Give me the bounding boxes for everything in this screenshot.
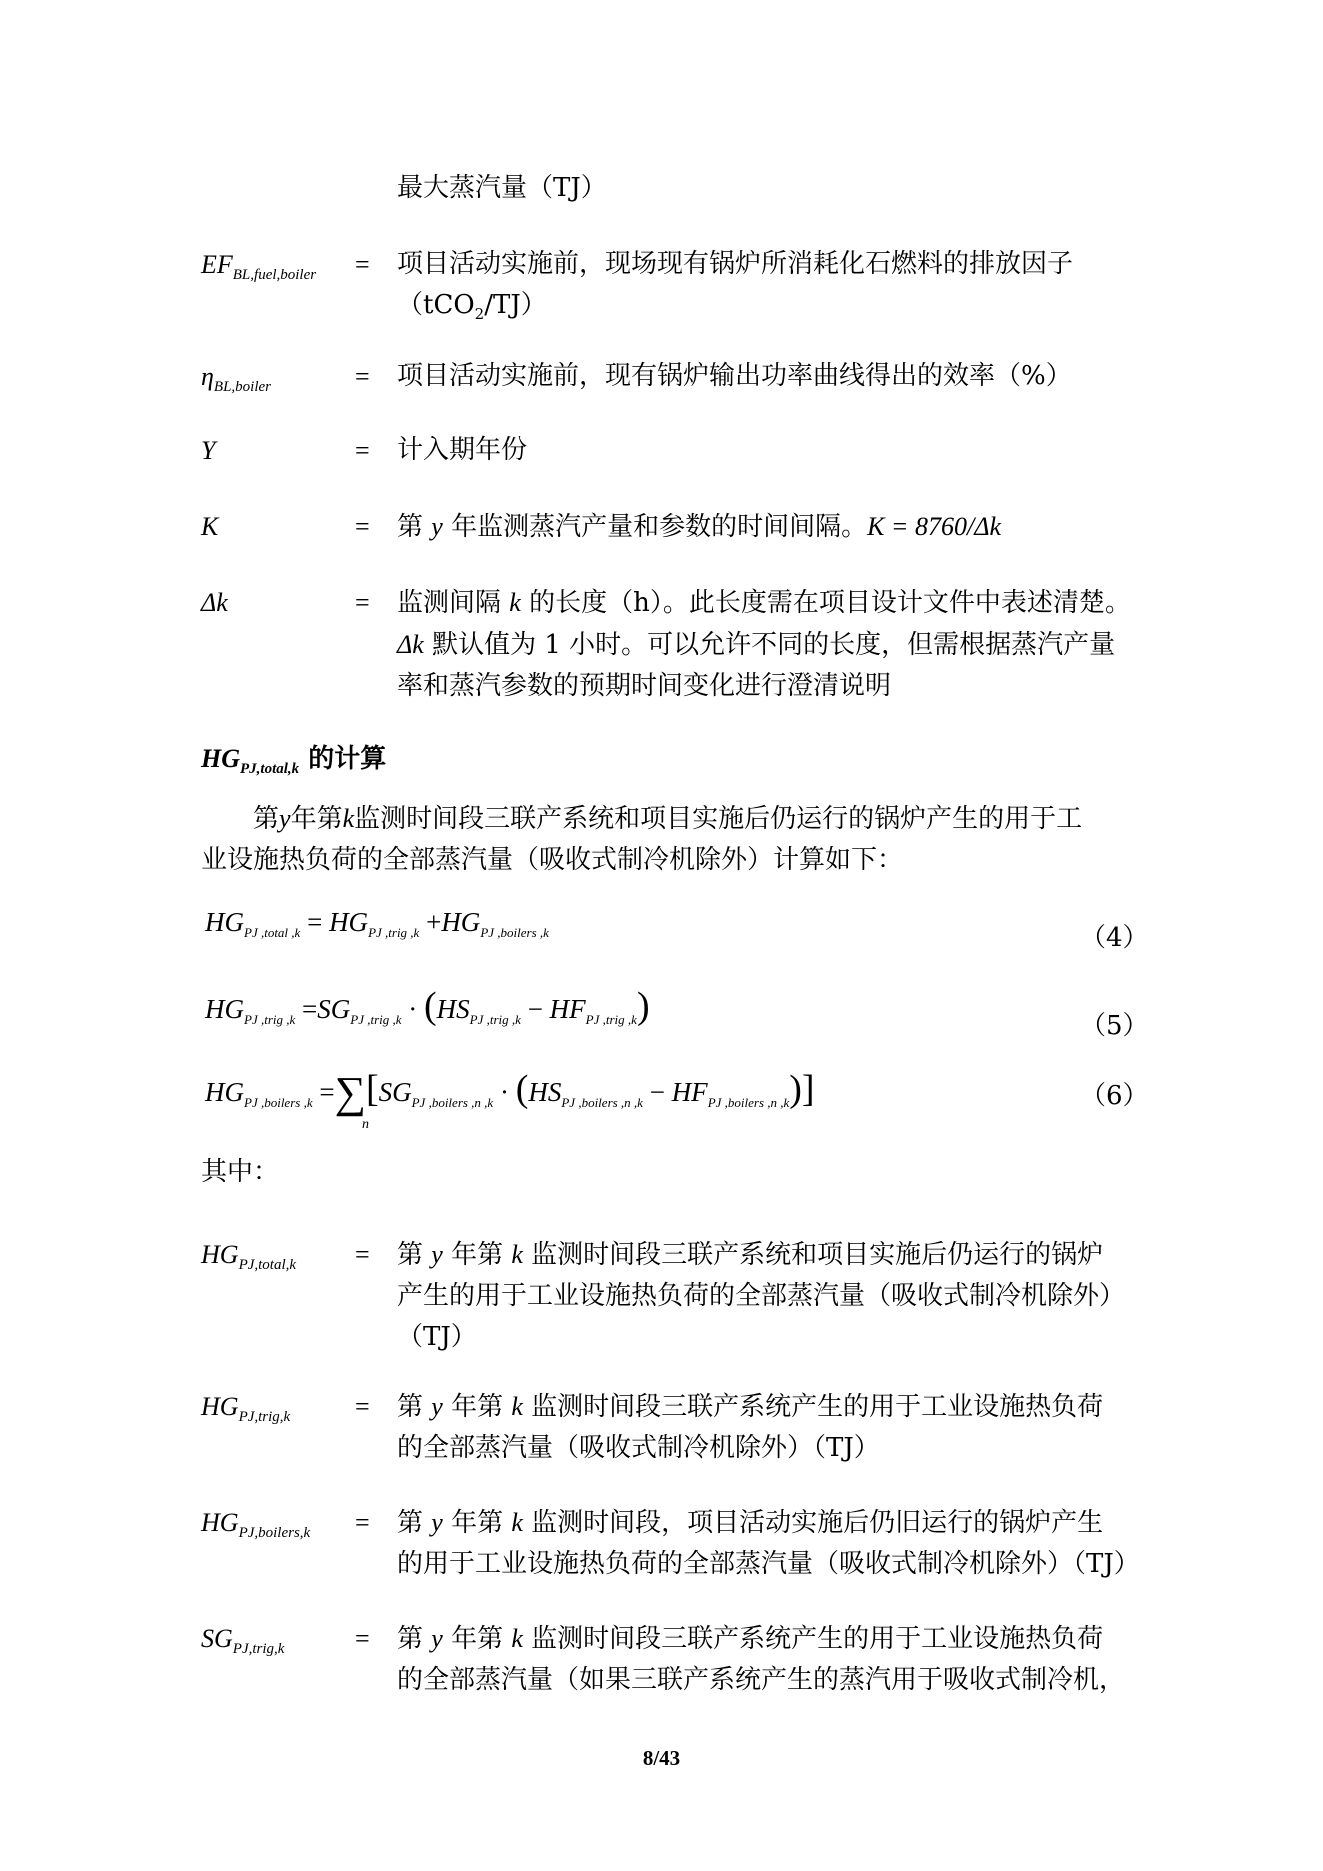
symbol-sub: BL,boiler [213, 379, 271, 395]
inline-var: y [431, 1508, 443, 1537]
symbol-sub: PJ,trig,k [232, 1641, 285, 1657]
equals-sign: = [355, 1508, 370, 1537]
symbol-main: HG [201, 1392, 239, 1421]
text: 监测时间段三联产系统产生的用于工业设施热负荷 [522, 1392, 1104, 1422]
text: 监测时间段三联产系统和项目实施后仍运行的锅炉 [522, 1240, 1104, 1270]
text: 监测时间段，项目活动实施后仍旧运行的锅炉产生 [522, 1508, 1104, 1538]
inline-var: k [511, 1240, 523, 1269]
equals-sign: = [355, 1624, 370, 1653]
text: 年第 [290, 804, 343, 834]
text: 第 [397, 1392, 432, 1422]
definition-line [397, 285, 1132, 335]
formula-5: $HG_{PJ ,trig ,k} =SG_{PJ ,trig ,k} \cdot (HS_{PJ ,trig ,k} - HF_{PJ ,trig ,k})$ [205, 985, 650, 1027]
text: 监测时间段三联产系统产生的用于工业设施热负荷 [522, 1624, 1104, 1654]
definition-line [397, 1234, 1132, 1276]
inline-var: k [511, 1508, 523, 1537]
text: 第 [397, 1240, 432, 1270]
equals-sign: = [355, 436, 370, 465]
symbol-eta-bl-boiler [201, 356, 271, 408]
definition-line [397, 624, 1132, 666]
definition-hg-total [397, 1234, 1132, 1358]
symbol-hg-pj-trig-k [201, 1386, 290, 1438]
section-heading [201, 738, 386, 790]
definition-line [397, 1386, 1132, 1428]
text: 年第 [442, 1240, 512, 1270]
definition-line: 产生的用于工业设施热负荷的全部蒸汽量（吸收式制冷机除外） [397, 1281, 1126, 1311]
text: 年第 [442, 1624, 512, 1654]
definition-line: （TJ） [397, 1322, 477, 1352]
definition-line: 的全部蒸汽量（如果三联产系统产生的蒸汽用于吸收式制冷机， [397, 1665, 1126, 1695]
definition-line: 率和蒸汽参数的预期时间变化进行澄清说明 [397, 671, 892, 701]
symbol-delta-k: Δk [201, 588, 228, 617]
definition-eta: 项目活动实施前，现有锅炉输出功率曲线得出的效率（%） [397, 361, 1072, 391]
text: 的长度（h）。此长度需在项目设计文件中表述清楚。 [520, 588, 1131, 618]
symbol-main: HG [201, 744, 240, 773]
heading-text: 的计算 [299, 744, 387, 774]
definition-line: 的全部蒸汽量（吸收式制冷机除外）（TJ） [397, 1433, 880, 1463]
text: 默认值为 1 小时。可以允许不同的长度，但需根据蒸汽产量 [423, 630, 1116, 660]
symbol-k: K [201, 512, 219, 541]
symbol-ef-bl-fuel-boiler [201, 244, 316, 296]
equals-sign: = [355, 588, 370, 617]
symbol-sub: PJ,total,k [238, 1257, 297, 1273]
equals-sign: = [355, 512, 370, 541]
definition-hg-boilers [397, 1502, 1140, 1585]
symbol-y: Y [201, 436, 216, 465]
inline-formula: K = 8760/Δk [867, 512, 1001, 541]
formula-6: $HG_{PJ ,boilers ,k} =\sum[SG_{PJ ,boilers ,n ,k} \cdot (HS_{PJ ,boilers ,n ,k} - HF_{PJ ,boilers ,n ,k})]$ [205, 1068, 815, 1117]
inline-var: k [511, 1392, 523, 1421]
definition-hg-trig [397, 1386, 1132, 1469]
equals-sign: = [355, 250, 370, 279]
inline-var: y [431, 1624, 443, 1653]
definition-line: 的用于工业设施热负荷的全部蒸汽量（吸收式制冷机除外）（TJ） [397, 1549, 1140, 1579]
symbol-sg-pj-trig-k [201, 1618, 284, 1670]
symbol-main: HG [201, 1240, 239, 1269]
text: 第 [253, 804, 280, 834]
text: 年监测蒸汽产量和参数的时间间隔。 [442, 512, 868, 542]
symbol-main: HG [201, 1508, 239, 1537]
unit-text: （tCO [397, 290, 475, 320]
equals-sign: = [355, 362, 370, 391]
symbol-main: SG [201, 1624, 233, 1653]
inline-var: y [279, 804, 291, 833]
definition-line [397, 1618, 1132, 1660]
inline-var: k [509, 588, 521, 617]
definition-ef [397, 244, 1132, 335]
symbol-main: η [201, 362, 214, 391]
definition-line [397, 582, 1132, 624]
text: 第 [397, 1624, 432, 1654]
intro-paragraph [201, 798, 1132, 881]
sum-index-n: n [362, 1117, 369, 1132]
symbol-hg-pj-boilers-k [201, 1502, 310, 1554]
definition-sg-trig [397, 1618, 1132, 1701]
unit-subscript: 2 [474, 305, 485, 324]
formula-4: $HG_{PJ ,total ,k} = HG_{PJ ,trig ,k} +HG_{PJ ,boilers ,k}$ [205, 907, 549, 940]
definition-k [397, 506, 1132, 548]
text: 第 [397, 1508, 432, 1538]
inline-var: y [431, 512, 443, 541]
text: 年第 [442, 1508, 512, 1538]
definition-delta-k [397, 582, 1132, 707]
continued-description: 最大蒸汽量（TJ） [397, 173, 607, 203]
symbol-sub: PJ,boilers,k [238, 1525, 311, 1541]
text: 年第 [442, 1392, 512, 1422]
paragraph-line: 业设施热负荷的全部蒸汽量（吸收式制冷机除外）计算如下： [201, 845, 904, 875]
inline-var: y [431, 1240, 443, 1269]
text: 第 [397, 512, 432, 542]
formula-number: （6） [1080, 1081, 1149, 1111]
symbol-sub: PJ,total,k [240, 761, 300, 777]
inline-var: k [511, 1624, 523, 1653]
symbol-main: EF [201, 250, 233, 279]
where-label: 其中： [201, 1157, 280, 1187]
paragraph-line [201, 798, 1132, 840]
page-number: 8/43 [642, 1746, 681, 1770]
formula-number: （4） [1080, 923, 1149, 953]
definition-y: 计入期年份 [397, 435, 528, 465]
symbol-sub: PJ,trig,k [238, 1409, 291, 1425]
text: 监测时间段三联产系统和项目实施后仍运行的锅炉产生的用于工 [354, 804, 1083, 834]
inline-var: y [431, 1392, 443, 1421]
unit-text: /TJ） [484, 290, 547, 320]
inline-var: Δk [397, 630, 424, 659]
equals-sign: = [355, 1240, 370, 1269]
text: 监测间隔 [397, 588, 510, 618]
symbol-hg-pj-total-k [201, 1234, 296, 1286]
formula-number: （5） [1080, 1011, 1149, 1041]
inline-var: k [342, 804, 355, 833]
symbol-sub: BL,fuel,boiler [232, 267, 317, 283]
equals-sign: = [355, 1392, 370, 1421]
definition-line [397, 1502, 1132, 1544]
definition-line: 项目活动实施前，现场现有锅炉所消耗化石燃料的排放因子 [397, 249, 1074, 279]
